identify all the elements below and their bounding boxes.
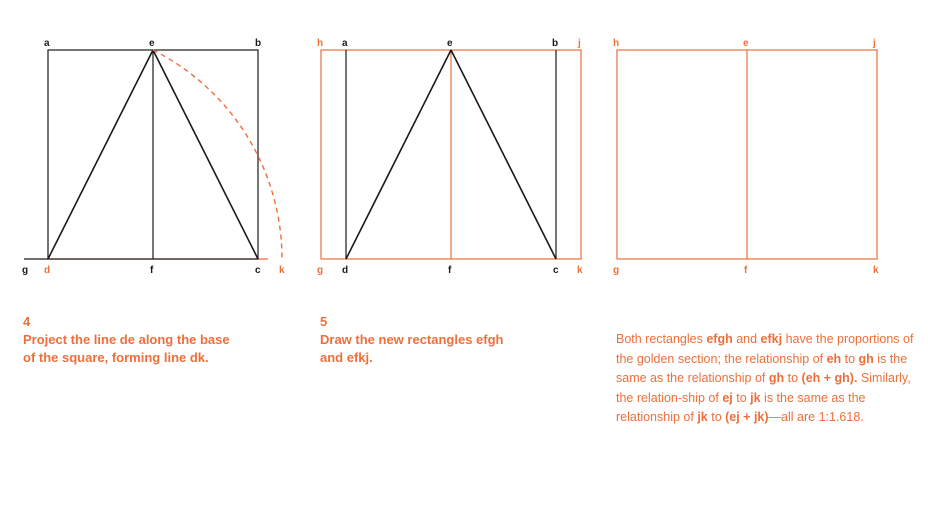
label-a: a [44, 38, 50, 49]
golden-section-note [616, 330, 916, 428]
step-5-caption [320, 313, 600, 367]
label-j: j [578, 38, 581, 49]
label-g: g [317, 265, 324, 276]
note-text: to [784, 371, 802, 385]
label-e: e [743, 38, 749, 49]
note-text: Similarly, the relation-ship of [616, 371, 911, 405]
projection-arc [153, 50, 282, 259]
note-text: and [732, 332, 761, 346]
step-text: Project the line de along the base of the square, forming line dk. [23, 332, 230, 365]
step-4-caption [23, 313, 308, 367]
note-term: ej [722, 390, 733, 405]
label-f: f [744, 265, 748, 276]
label-f: f [150, 265, 154, 276]
label-k: k [279, 265, 285, 276]
note-text: Both rectangles [616, 332, 707, 346]
note-text: have the proportions of the golden section; the relationship of [616, 332, 914, 366]
step-text: Draw the new rectangles efgh and efkj. [320, 332, 504, 365]
line-ec [153, 50, 258, 259]
label-h: h [613, 38, 620, 49]
label-k: k [873, 265, 879, 276]
line-ed [346, 50, 451, 259]
label-b: b [552, 38, 559, 49]
label-a: a [342, 38, 348, 49]
note-term: jk [750, 390, 761, 405]
note-term: efgh [706, 332, 733, 346]
label-c: c [553, 265, 559, 276]
note-text: —all are 1:1.618. [768, 410, 864, 424]
note-term: gh [768, 371, 785, 385]
diagram-4 [22, 38, 285, 276]
label-j: j [873, 38, 876, 49]
note-text: is the same as the relationship of [616, 390, 866, 424]
label-g: g [613, 265, 620, 276]
note-term: efkj [760, 332, 783, 346]
label-b: b [255, 38, 262, 49]
note-term: eh [826, 351, 842, 366]
label-d: d [342, 265, 349, 276]
line-ed [48, 50, 153, 259]
step-number: 4 [23, 314, 31, 329]
note-term: jk [697, 410, 708, 424]
label-d: d [44, 265, 51, 276]
label-e: e [149, 38, 155, 49]
label-h: h [317, 38, 324, 49]
note-term: gh [858, 351, 874, 366]
label-g: g [22, 265, 29, 276]
note-term: (ej + jk) [725, 410, 769, 424]
diagram-6 [613, 38, 879, 276]
note-term: (eh + gh). [801, 371, 858, 385]
label-c: c [255, 265, 261, 276]
label-e: e [447, 38, 453, 49]
note-text: is the same as the relationship of [616, 351, 908, 385]
note-text: to [707, 410, 726, 424]
note-text: to [732, 390, 751, 405]
note-text: to [841, 351, 859, 366]
diagram-5 [317, 38, 583, 276]
line-ec [451, 50, 556, 259]
step-number: 5 [320, 314, 328, 329]
label-f: f [448, 265, 452, 276]
label-k: k [577, 265, 583, 276]
